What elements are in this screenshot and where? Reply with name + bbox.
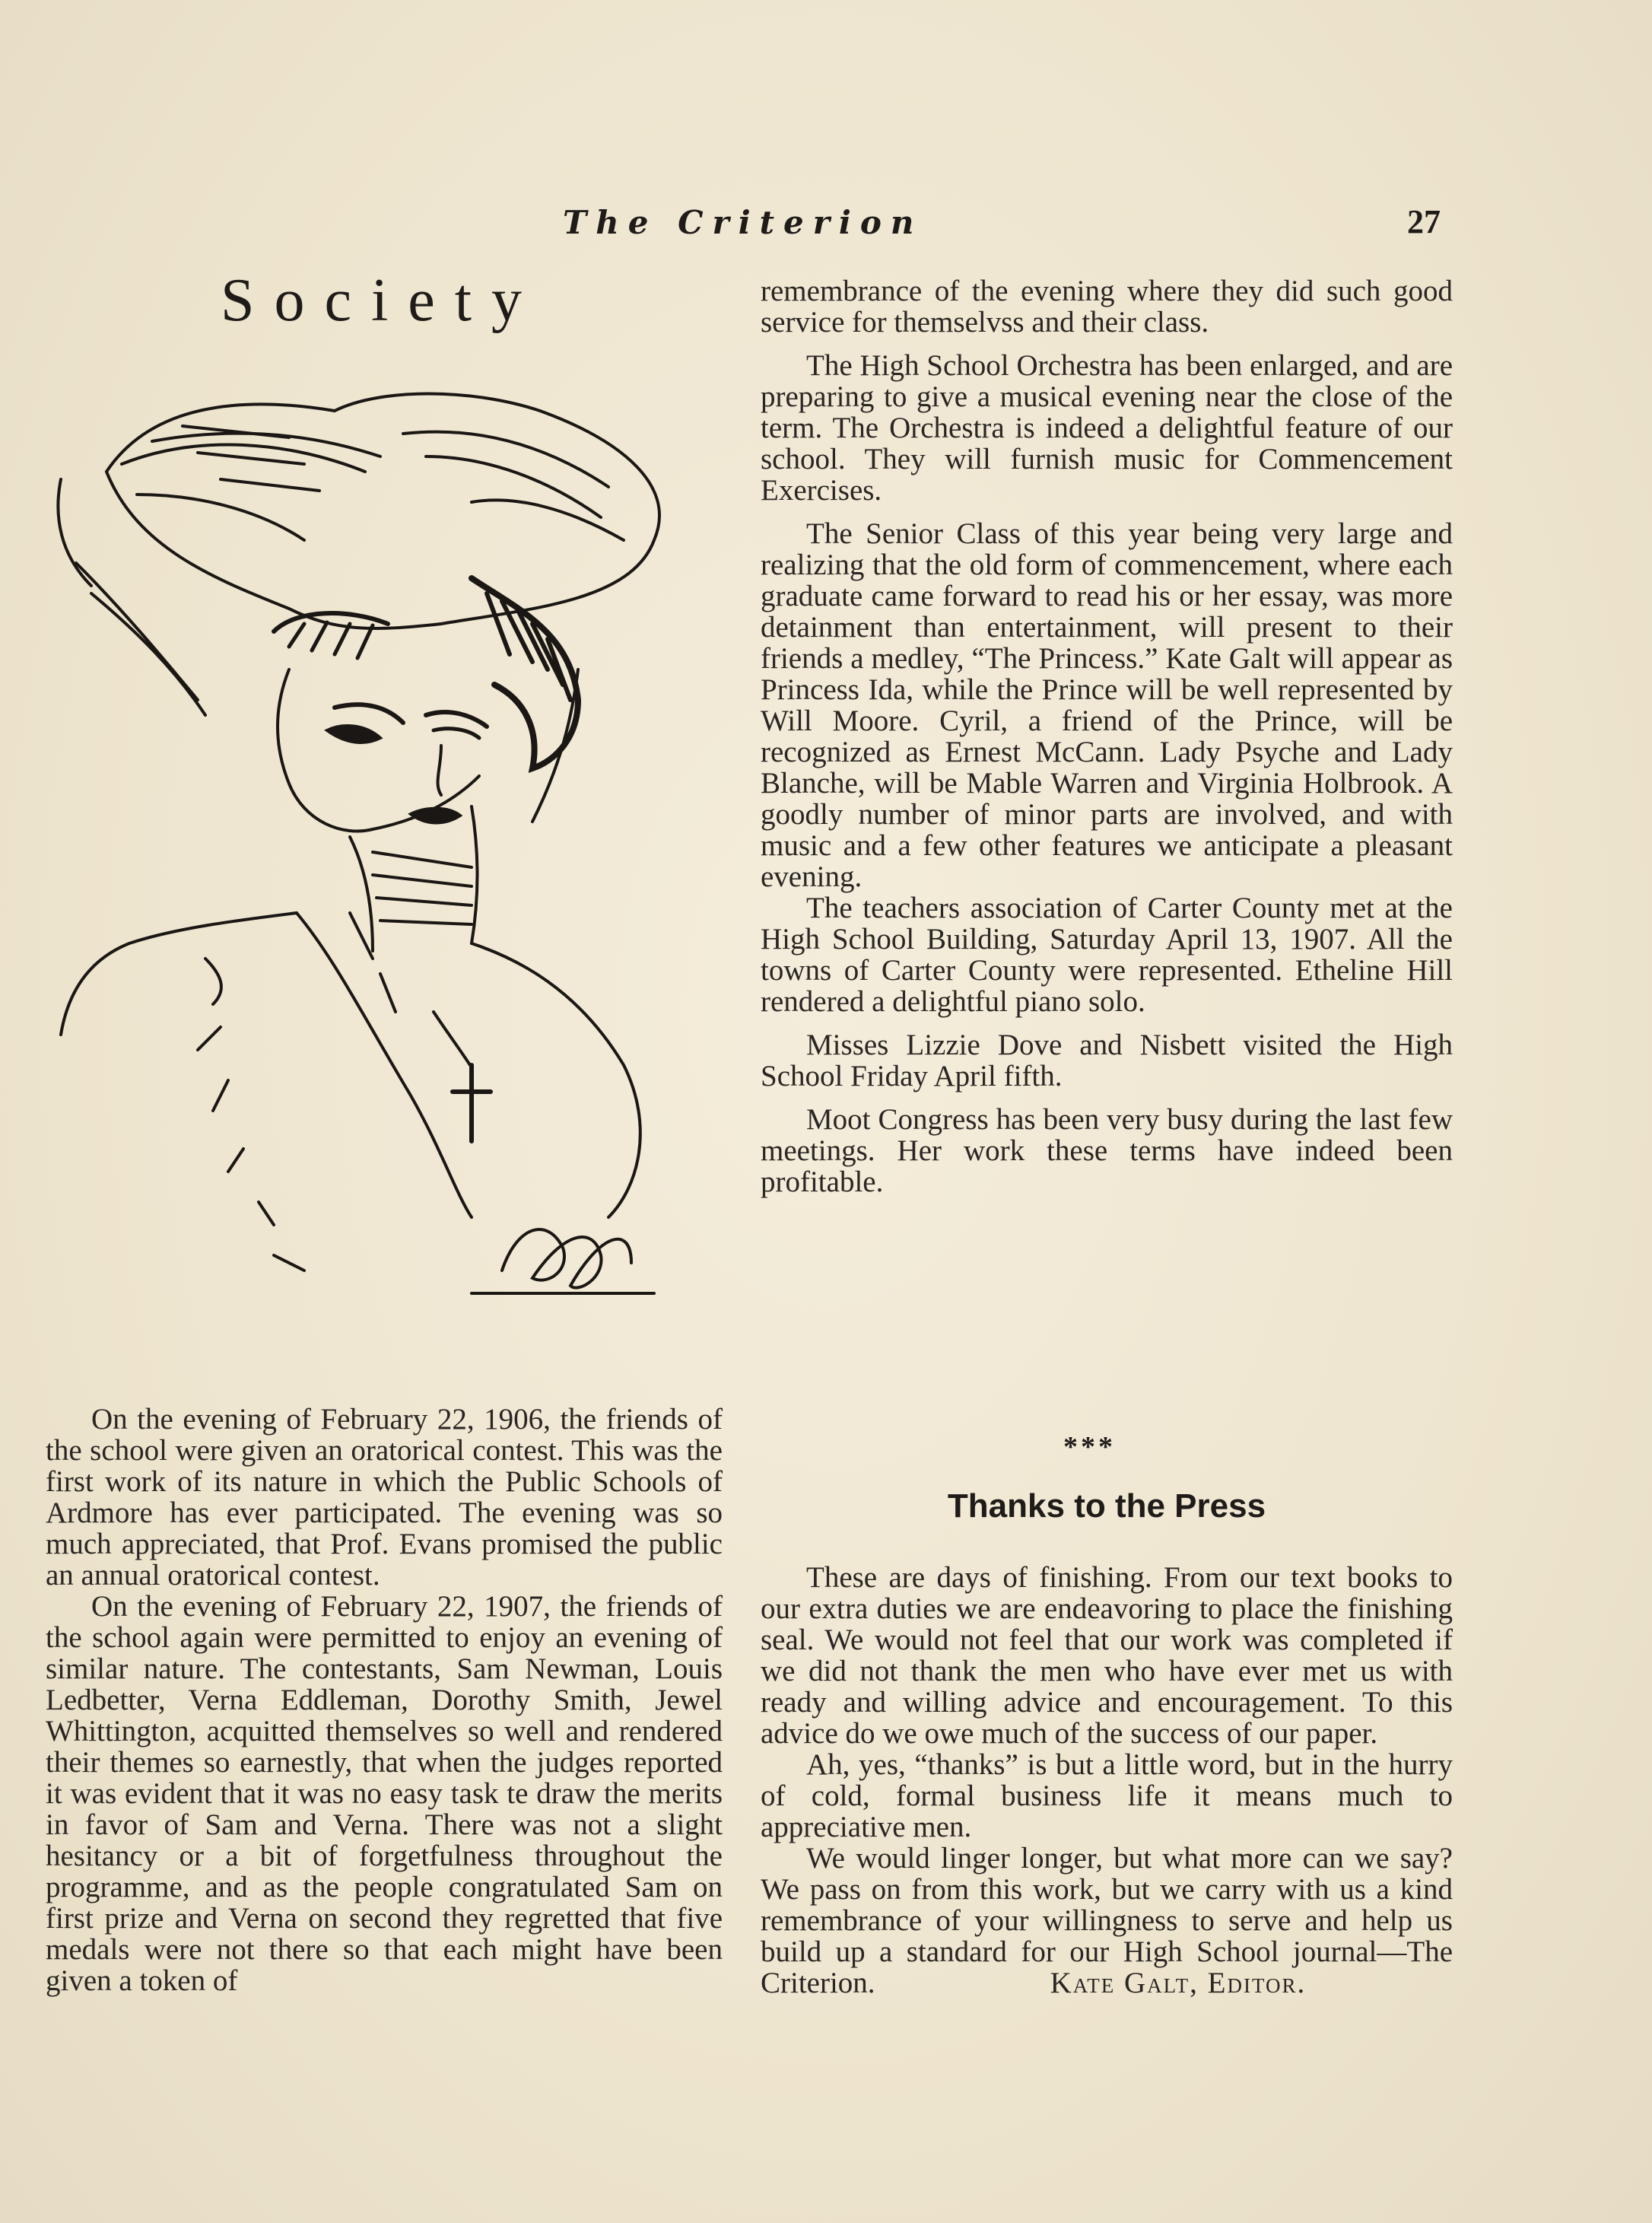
section-title-thanks: Thanks to the Press <box>947 1487 1266 1525</box>
society-left-column <box>46 1404 723 1996</box>
running-title: The Criterion <box>563 204 923 241</box>
paragraph: These are days of finishing. From our text books to our extra duties we are endeavoring to place the finishing seal. We would not feel that our work was completed if we did not thank the men who have ever met us with ready and willing advice and encouragement. To this advice do we owe much of the success of our paper. <box>761 1561 1453 1750</box>
paragraph: On the evening of February 22, 1907, the friends of the school again were permitted to enjoy an evening of similar nature. The contestants, Sam Newman, Louis Ledbetter, Verna Eddleman, Dorothy Smith, Jewel Whittington, acquitted themselves so well and rendered their themes so earnestly, that when the judges reported it was evident that it was no easy task te draw the merits in favor of Sam and Verna. There was not a slight hesitancy or a bit of forgetfulness throughout the programme, and as the people congratulated Sam on first prize and Verna on second they regretted that five medals were not there so that each might have been given a token of <box>46 1590 723 1997</box>
page-number: 27 <box>1407 203 1441 240</box>
paragraph: The Senior Class of this year being very large and realizing that the old form of commencement, where each graduate came forward to read his or her essay, was more detainment than entertainment, will present to their friends a medley, “The Princess.” Kate Galt will appear as Princess Ida, while the Prince will be well represented by Will Moore. Cyril, a friend of the Prince, will be recognized as Ernest McCann. Lady Psyche and Lady Blanche, will be Mable Warren and Virginia Holbrook. A goodly number of minor parts are involved, and with music and a few other features we anticipate a pleasant evening. <box>761 517 1453 893</box>
paragraph: On the evening of February 22, 1906, the friends of the school were given an oratorical contest. This was the first work of its nature in which the Public Schools of Ardmore has ever participated. The evening was so much appreciated, that Prof. Evans promised the public an annual oratorical contest. <box>46 1403 723 1592</box>
woman-with-hat-illustration <box>46 380 715 1369</box>
section-title-society: Society <box>221 267 542 334</box>
paragraph: remembrance of the evening where they did such good service for themselvss and their class. <box>761 275 1453 339</box>
paragraph-text: We would linger longer, but what more can we say? We pass on from this work, but we carry with us a kind remembrance of your willingness to serve and help us build up a standard for our High School journal—The Criterion. <box>761 1842 1453 1999</box>
thanks-column <box>761 1562 1453 1999</box>
paragraph: The teachers association of Carter County met at the High School Building, Saturday April 13, 1907. All the towns of Carter County were represented. Etheline Hill rendered a delightful piano solo. <box>761 892 1453 1018</box>
paragraph <box>761 1843 1453 1999</box>
paragraph: The High School Orchestra has been enlarged, and are preparing to give a musical evening near the close of the term. The Orchestra is indeed a delightful feature of our school. They will furnish music for Commencement Exercises. <box>761 349 1453 507</box>
paragraph: Moot Congress has been very busy during the last few meetings. Her work these terms have indeed been profitable. <box>761 1103 1453 1198</box>
section-separator: *** <box>1063 1431 1116 1463</box>
paragraph: Misses Lizzie Dove and Nisbett visited the High School Friday April fifth. <box>761 1029 1453 1092</box>
paragraph: Ah, yes, “thanks” is but a little word, but in the hurry of cold, formal business life it means much to appreciative men. <box>761 1748 1453 1843</box>
editor-signature: Kate Galt, Editor. <box>1050 1967 1307 1999</box>
society-right-column <box>761 275 1453 1197</box>
